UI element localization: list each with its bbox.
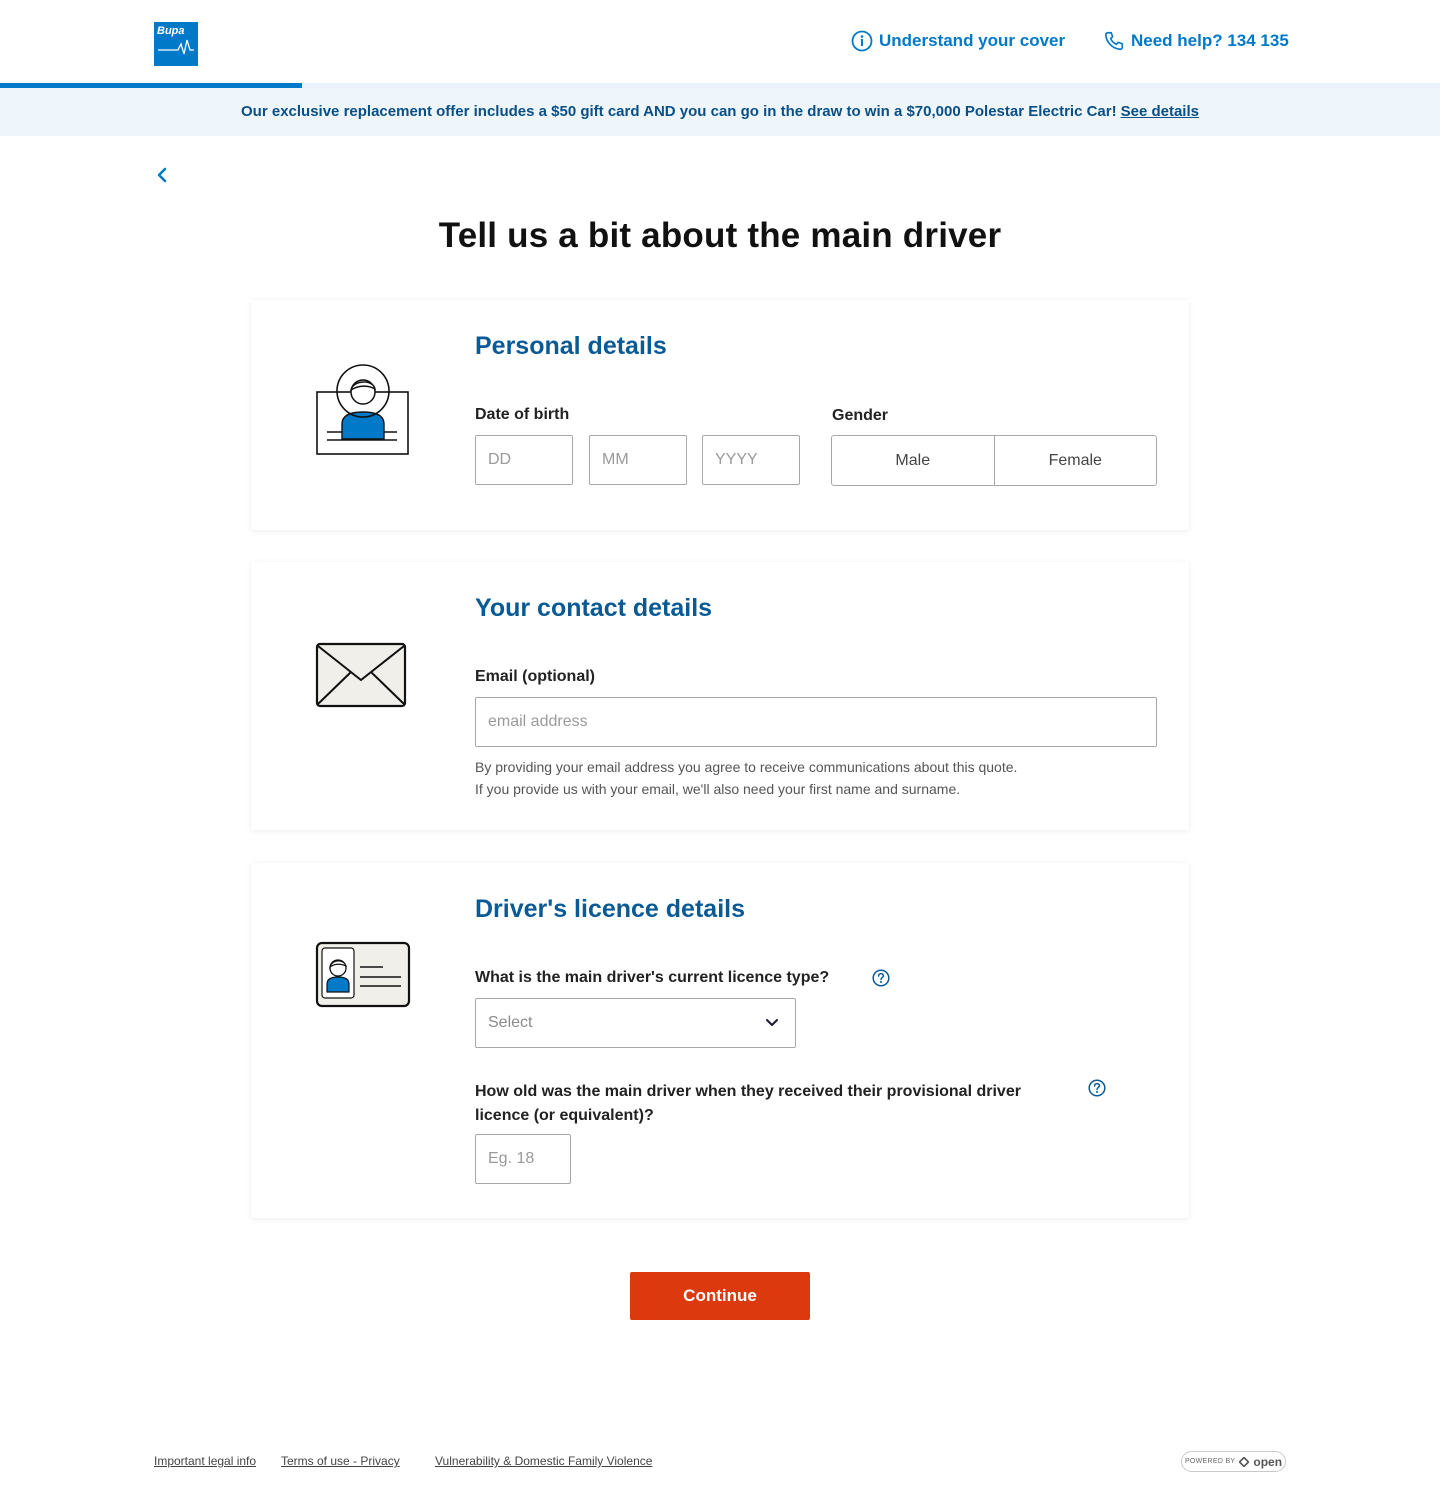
dob-day-input[interactable] [475, 435, 573, 485]
heartbeat-icon [156, 36, 196, 56]
person-profile-icon [315, 364, 411, 458]
site-header [0, 0, 1440, 84]
email-hint-line-2: If you provide us with your email, we'll also need your first name and surname. [475, 781, 961, 797]
personal-details-heading: Personal details [475, 332, 667, 360]
continue-button[interactable]: Continue [630, 1272, 810, 1320]
licence-type-question: What is the main driver's current licence type? [475, 969, 830, 986]
chevron-down-icon [765, 1016, 779, 1030]
understand-cover-label: Understand your cover [879, 31, 1066, 50]
dob-month-input[interactable] [589, 435, 687, 485]
promo-banner [0, 88, 1440, 136]
back-button[interactable] [150, 163, 174, 187]
chevron-left-icon [150, 163, 174, 187]
see-details-link[interactable]: See details [1120, 103, 1199, 120]
personal-details-card [251, 300, 1189, 530]
licence-type-select-value: Select [488, 1014, 533, 1031]
email-hint [475, 756, 1017, 800]
legal-info-link[interactable]: Important legal info [154, 1454, 257, 1468]
licence-age-help-icon[interactable] [1088, 1079, 1106, 1097]
licence-details-heading: Driver's licence details [475, 895, 745, 923]
info-icon [851, 30, 873, 52]
gender-toggle [831, 435, 1157, 486]
dob-label: Date of birth [475, 406, 570, 423]
understand-cover-link[interactable] [851, 30, 1065, 52]
powered-by-badge[interactable] [1181, 1451, 1286, 1472]
contact-details-card [251, 562, 1189, 830]
promo-text: Our exclusive replacement offer includes a $50 gift card AND you can go in the draw to win a $70,000 Polestar Electric Car! [241, 103, 1117, 120]
need-help-label: Need help? 134 135 [1131, 31, 1289, 50]
email-input[interactable] [475, 697, 1157, 747]
bupa-logo[interactable] [154, 22, 198, 66]
licence-details-card [251, 863, 1189, 1218]
licence-age-question-line-1: How old was the main driver when they received their provisional driver [475, 1083, 1021, 1100]
powered-by-label: POWERED BY [1184, 1458, 1236, 1465]
email-label: Email (optional) [475, 668, 595, 685]
page-title: Tell us a bit about the main driver [438, 216, 1002, 255]
open-logo-icon [1239, 1457, 1249, 1467]
gender-male-option[interactable]: Male [895, 451, 931, 469]
licence-card-icon [315, 941, 411, 1009]
licence-age-question [475, 1080, 1021, 1128]
gender-label: Gender [832, 407, 889, 424]
dob-year-input[interactable] [702, 435, 800, 485]
licence-age-question-line-2: licence (or equivalent)? [475, 1107, 654, 1124]
licence-type-help-icon[interactable] [872, 969, 890, 987]
envelope-icon [315, 642, 407, 708]
contact-details-heading: Your contact details [475, 594, 713, 622]
phone-icon [1103, 30, 1125, 52]
vulnerability-link[interactable]: Vulnerability & Domestic Family Violence [435, 1454, 653, 1468]
need-help-link[interactable] [1103, 30, 1289, 52]
logo-text: Bupa [157, 25, 185, 37]
licence-type-select[interactable] [475, 998, 796, 1048]
licence-age-input[interactable] [475, 1134, 571, 1184]
powered-by-brand: open [1253, 1454, 1283, 1469]
email-hint-line-1: By providing your email address you agree to receive communications about this quote. [475, 759, 1018, 775]
gender-female-option[interactable]: Female [994, 436, 1157, 485]
terms-privacy-link[interactable]: Terms of use - Privacy [281, 1454, 400, 1468]
